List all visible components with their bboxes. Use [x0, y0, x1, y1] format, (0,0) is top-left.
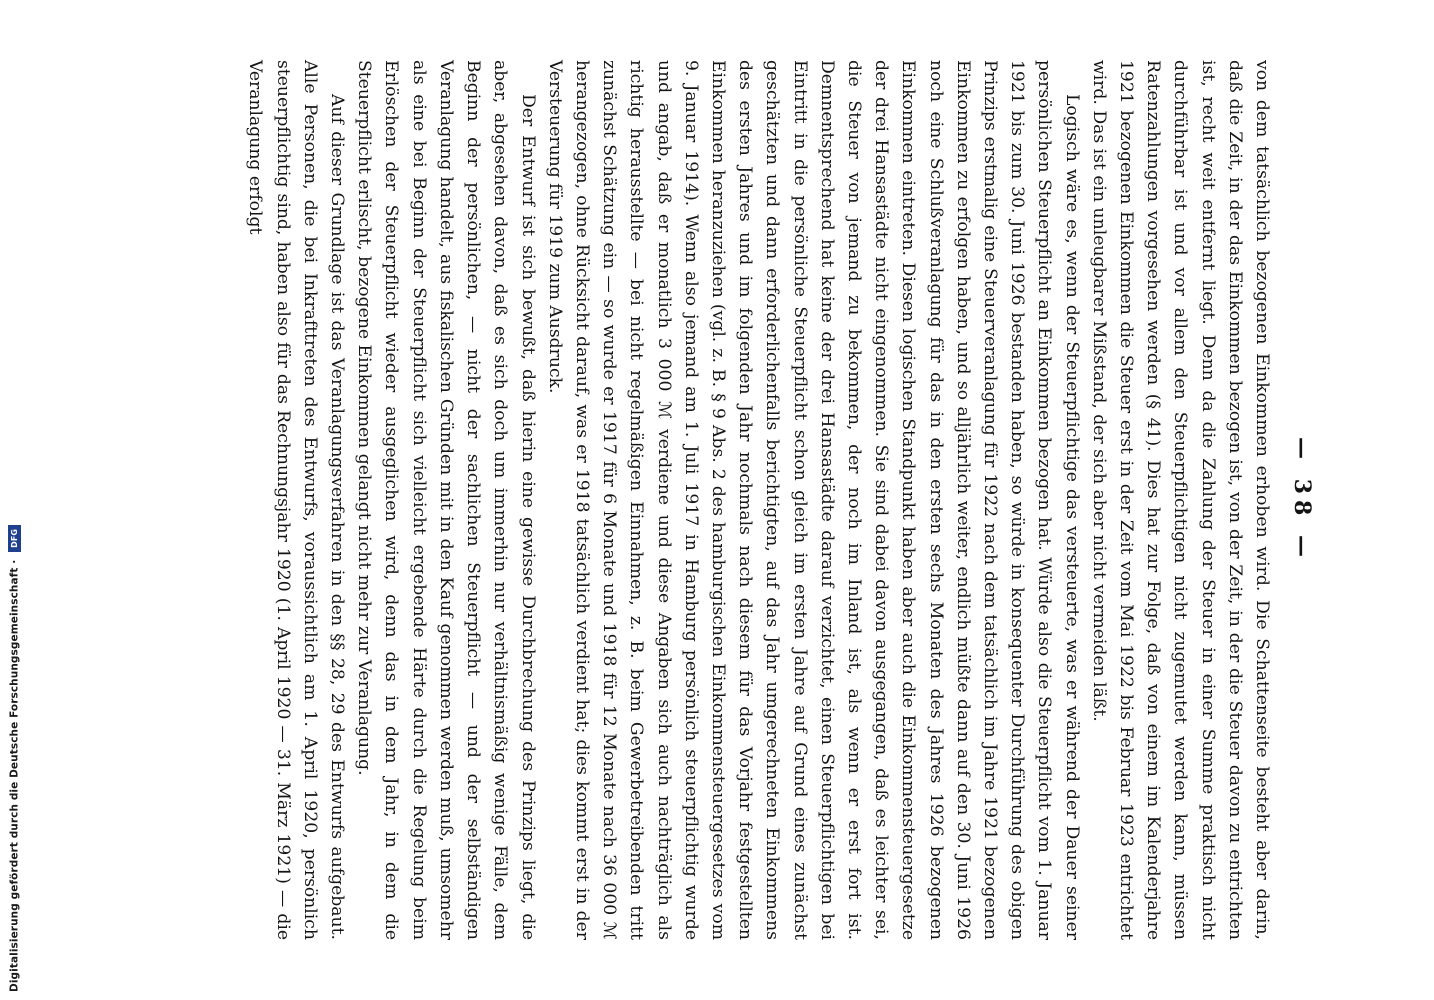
body-text: [241, 60, 1275, 940]
paragraph-2: Logisch wäre es, wenn der Steuerpflichtige das versteuerte, was er während der Dauer seiner persönlichen Steuerpflicht an Einkommen bezogen hat. Würde also die Steuerpflicht vom 1. Januar 1921 bis zum 30. Juni 1926 bestanden haben, so würde in konsequenter Durchführung des obigen Prinzips erstmalig eine Steuerveranlagung für 1922 nach dem tatsächlich im Jahre 1921 bezogenen Einkommen zu erfolgen haben, und so alljährlich weiter, endlich müßte dann auf den 30. Juni 1926 noch eine Schlußveranlagung für das in den ersten sechs Monaten des Jahres 1926 bezogenen Einkommen eintreten. Diesen logischen Standpunkt haben aber auch die Einkommensteuergesetze der drei Hansastädte nicht eingenommen. Sie sind dabei davon ausgegangen, daß es leichter sei, die Steuer von jemand zu bekommen, der noch im Inland ist, als wenn er erst fort ist. Demnentsprechend hat keine der drei Hansastädte darauf verzichtet, einen Steuerpflichtigen bei Eintritt in die persönliche Steuerpflicht schon gleich im ersten Jahre auf Grund eines zunächst geschätzten und dann erforderlichenfalls berichtigten, auf das Jahr umgerechneten Einkommens des ersten Jahres und im folgenden Jahr nochmals nach diesem für das Vorjahr festgestellten Einkommen heranzuziehen (vgl. z. B. § 9 Abs. 2 des hamburgischen Einkommensteuergesetzes vom 9. Januar 1914). Wenn also jemand am 1. Juli 1917 in Hamburg persönlich steuerpflichtig wurde und angab, daß er monatlich 3 000 ℳ verdiene und diese Angaben sich auch nachträglich als richtig herausstellte — bei nicht regelmäßigen Einnahmen, z. B. beim Gewerbetreibenden tritt zunächst Schätzung ein — so wurde er 1917 für 6 Monate und 1918 für 12 Monate nach 36 000 ℳ herangezogen, ohne Rücksicht darauf, was er 1918 tatsächlich verdient hat; dies kommt erst in der Versteuerung für 1919 zum Ausdruck.: [544, 60, 1082, 940]
credit-text: [8, 525, 21, 992]
page-number: — 38 —: [1289, 437, 1315, 563]
digitization-credit: [0, 0, 21, 1000]
printed-page: [175, 60, 1315, 940]
paragraph-3: Der Entwurf ist sich bewußt, daß hierin eine gewisse Durchbrechung des Prinzips liegt, die aber, abgesehen davon, daß es sich doch um immerhin nur verhältnismäßig wenige Fälle, dem Beginn der persönlichen, — nicht der sachlichen Steuerpflicht — und der selbständigen Veranlagung handelt, aus fiskalischen Gründen mit in den Kauf genommen werden muß, umsomehr als eine bei Beginn der Steuerpflicht sich vielleicht ergebende Härte durch die Regelung beim Erlöschen der Steuerpflicht wieder ausgeglichen wird, denn das in dem Jahr, in dem die Steuerpflicht erlischt, bezogene Einkommen gelangt nicht mehr zur Veranlagung.: [354, 60, 538, 940]
credit-label: Digitalisierung gefördert durch die Deutsche Forschungsgemeinschaft ·: [8, 555, 21, 992]
dfg-logo: DFG: [8, 525, 21, 552]
paragraph-4: Auf dieser Grundlage ist das Veranlagungsverfahren in den §§ 28, 29 des Entwurfs aufgebaut. Alle Personen, die bei Inkrafttreten des Entwurfs, voraussichtlich am 1. April 1920, persönlich steuerpflichtig sind, haben also für das Rechnungsjahr 1920 (1. April 1920 — 31. März 1921) — die Veranlagung erfolgt: [245, 60, 348, 940]
paragraph-1: von dem tatsächlich bezogenen Einkommen erhoben wird. Die Schattenseite besteht aber darin, daß die Zeit, in der das Einkommen bezogen ist, von der Zeit, in der die Steuer davon zu entrichten ist, recht weit entfernt liegt. Denn da die Zahlung der Steuer in einer Summe praktisch nicht durchführbar ist und vor allem den Steuerpflichtigen nicht zugemutet werden kann, müssen Ratenzahlungen vorgesehen werden (§ 41). Dies hat zur Folge, daß von einem im Kalenderjahre 1921 bezogenen Einkommen die Steuer erst in der Zeit vom Mai 1922 bis Februar 1923 entrichtet wird. Das ist ein unleugbarer Mißstand, der sich aber nicht vermeiden läßt.: [1088, 60, 1272, 940]
